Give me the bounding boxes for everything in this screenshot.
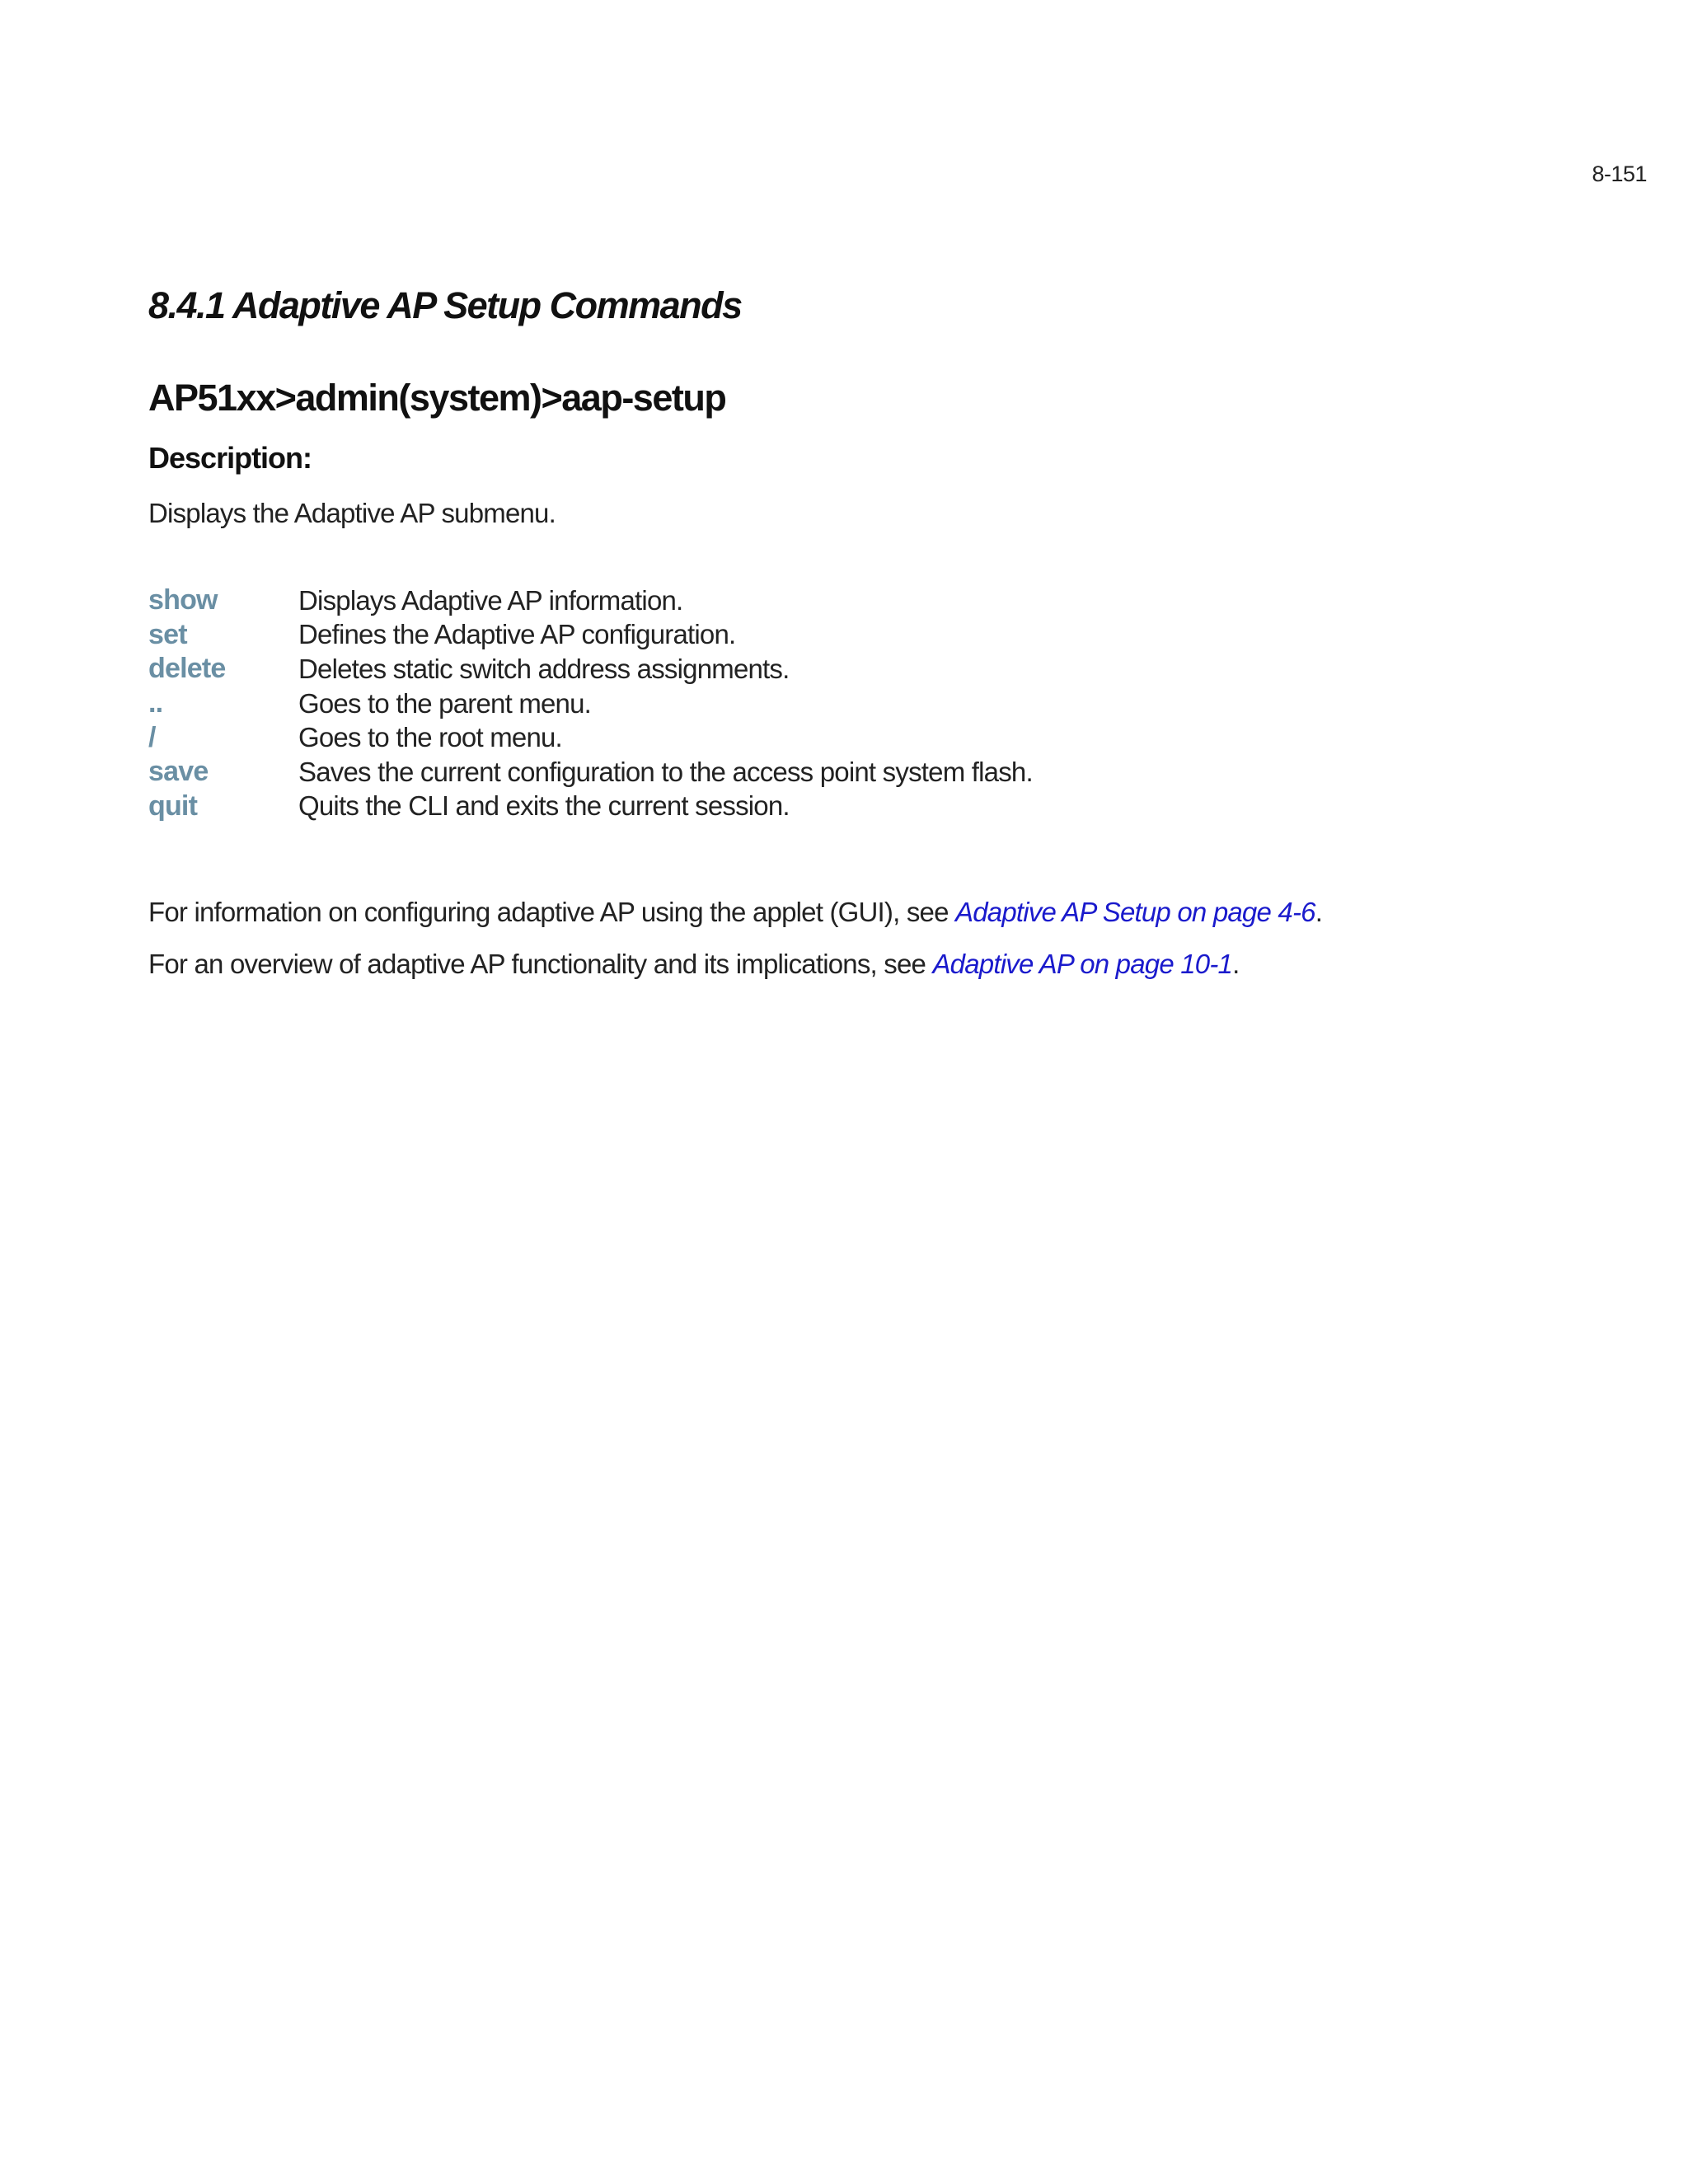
command-name: set (148, 618, 187, 650)
command-name: save (148, 756, 209, 788)
command-name: / (148, 721, 156, 753)
command-row-parent (148, 687, 1033, 721)
command-description: Defines the Adaptive AP configuration. (298, 619, 736, 650)
command-description: Deletes static switch address assignments. (298, 653, 790, 684)
command-name: quit (148, 790, 198, 822)
command-row-delete (148, 652, 1033, 687)
command-name: delete (148, 653, 226, 685)
command-row-show (148, 583, 1033, 618)
command-description: Goes to the parent menu. (298, 687, 592, 719)
page-number: 8-151 (1592, 162, 1647, 186)
section-title: 8.4.1 Adaptive AP Setup Commands (148, 284, 742, 326)
command-description: Quits the CLI and exits the current session. (298, 790, 790, 822)
reference-gui-setup (148, 897, 1322, 928)
description-text: Displays the Adaptive AP submenu. (148, 498, 556, 528)
command-description: Saves the current configuration to the access point system flash. (298, 756, 1033, 787)
command-name: show (148, 584, 218, 616)
command-row-save (148, 755, 1033, 790)
reference-suffix: . (1315, 897, 1323, 927)
command-list (148, 583, 1033, 823)
reference-overview (148, 949, 1239, 980)
reference-prefix: For an overview of adaptive AP functionality and its implications, see (148, 949, 933, 979)
description-heading: Description: (148, 441, 312, 475)
xref-link-adaptive-ap-setup[interactable]: Adaptive AP Setup on page 4-6 (955, 897, 1315, 927)
reference-suffix: . (1232, 949, 1240, 979)
command-description: Displays Adaptive AP information. (298, 584, 683, 616)
command-description: Goes to the root menu. (298, 722, 562, 753)
command-name: .. (148, 687, 163, 719)
reference-prefix: For information on configuring adaptive AP using the applet (GUI), see (148, 897, 956, 927)
command-row-root (148, 720, 1033, 755)
command-row-quit (148, 790, 1033, 824)
command-title: AP51xx>admin(system)>aap-setup (148, 377, 726, 419)
command-row-set (148, 618, 1033, 653)
xref-link-adaptive-ap[interactable]: Adaptive AP on page 10-1 (932, 949, 1233, 979)
